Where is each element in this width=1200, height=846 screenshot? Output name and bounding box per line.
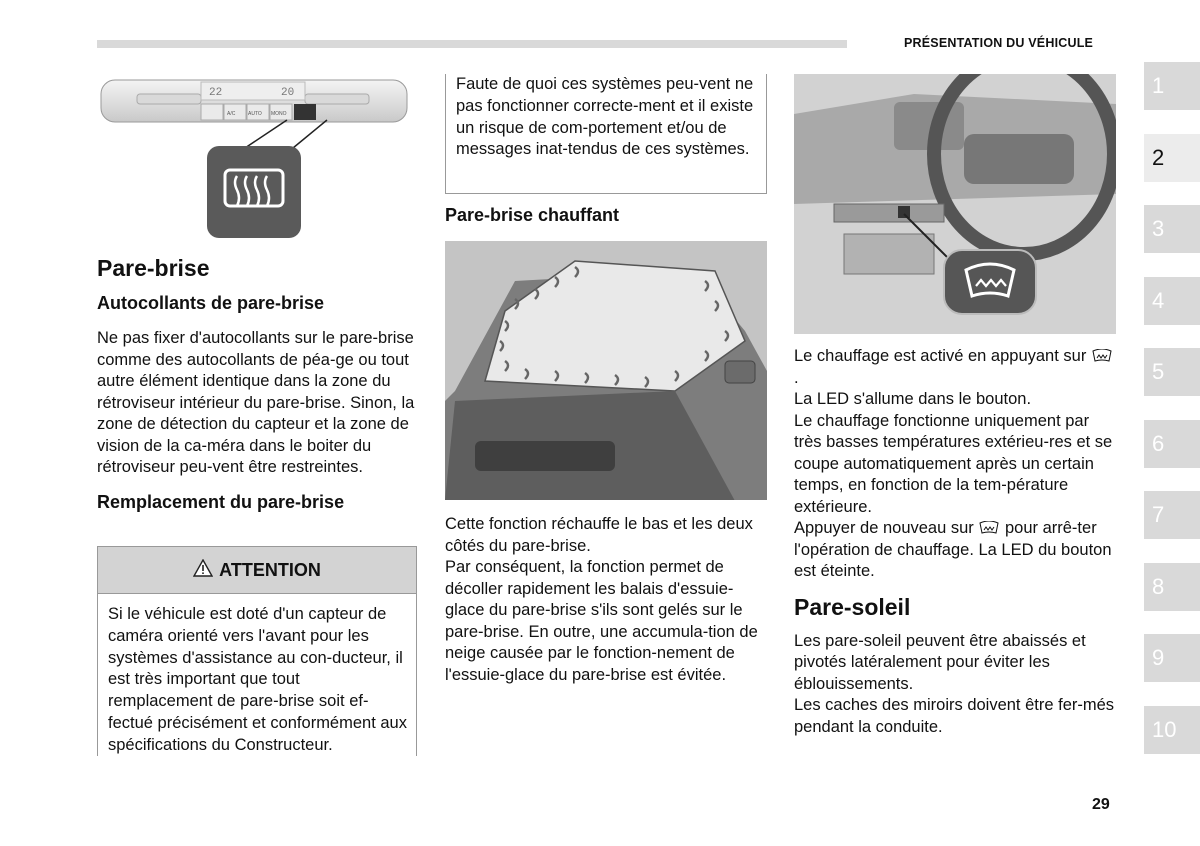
- tab-5[interactable]: 5: [1144, 348, 1200, 396]
- mid-heading-wrap: [445, 204, 767, 226]
- stickers-text: Ne pas fixer d'autocollants sur le pare-brise comme des autocollants de péa-ge ou tout autre élément identique dans la zone du rétroviseur intérieur du pare-brise. Sinon, la zone de détection du capteur et la zone de vision de la ca-méra dans le boiter du rétroviseur peu-vent être restreintes.: [97, 329, 415, 476]
- windshield-heat-icon: [978, 520, 1000, 534]
- attention-text: Si le véhicule est doté d'un capteur de caméra orienté vers l'avant pour les systèmes d'assistance au con-ducteur, il est très important que tout remplacement de pare-brise soit ef-fectué précisément et conformément aux spécifications du Constructeur.: [108, 605, 407, 754]
- continued-warning-text: Faute de quoi ces systèmes peu-vent ne pas fonctionner correcte-ment et il existe un risque de com-portement et/ou de messages inat-tendus de ces systèmes.: [456, 75, 754, 159]
- activation-text-b: .: [794, 368, 799, 387]
- stop-text-a: Appuyer de nouveau sur: [794, 519, 974, 537]
- climate-panel-illustration: [97, 74, 419, 240]
- chapter-tabs: [1144, 62, 1200, 777]
- tab-1[interactable]: 1: [1144, 62, 1200, 110]
- tab-10[interactable]: 10: [1144, 706, 1200, 754]
- attention-label: ATTENTION: [219, 559, 321, 580]
- ac-label: A/C: [227, 111, 236, 117]
- dashboard-drawing: [794, 74, 1116, 334]
- van-drawing: [445, 241, 767, 500]
- heading-windshield: Pare-brise: [97, 255, 210, 281]
- tab-7[interactable]: 7: [1144, 491, 1200, 539]
- van-windshield-illustration: [445, 241, 767, 500]
- heading-sun-visor: Pare-soleil: [794, 593, 911, 620]
- heated-text-2: Par conséquent, la fonction permet de décoller rapidement les balais d'essuie-glace du pare-brise s'ils sont gelés sur le pare-brise. En outre, une accumula-tion de neige causée par le fonction-nement de l'essuie-glace du pare-brise est évitée.: [445, 558, 758, 684]
- page-number: 29: [1092, 796, 1110, 813]
- temp-left: 22: [209, 87, 223, 99]
- sunvisor-text-1: Les pare-soleil peuvent être abaissés et pivotés latéralement pour éviter les éblouissements.: [794, 631, 1086, 693]
- tab-6[interactable]: 6: [1144, 420, 1200, 468]
- subheading-replacement: Remplacement du pare-brise: [97, 491, 345, 512]
- section-title: PRÉSENTATION DU VÉHICULE: [904, 36, 1094, 50]
- subheading-stickers: Autocollants de pare-brise: [97, 293, 325, 313]
- right-column: [794, 346, 1116, 738]
- tab-4[interactable]: 4: [1144, 277, 1200, 325]
- tab-8[interactable]: 8: [1144, 563, 1200, 611]
- mid-column-text: [445, 514, 767, 686]
- header-rule: [97, 40, 847, 48]
- tab-2[interactable]: 2: [1144, 134, 1200, 182]
- climate-panel-drawing: [97, 74, 419, 240]
- dashboard-illustration: [794, 74, 1116, 334]
- heated-text-1: Cette fonction réchauffe le bas et les deux côtés du pare-brise.: [445, 515, 753, 555]
- attention-header: [98, 547, 416, 594]
- tab-3[interactable]: 3: [1144, 205, 1200, 253]
- temp-right: 20: [281, 87, 295, 99]
- tab-9[interactable]: 9: [1144, 634, 1200, 682]
- activation-text-a: Le chauffage est activé en appuyant sur: [794, 347, 1087, 365]
- activation-text: [794, 346, 1116, 389]
- led-on-text: La LED s'allume dans le bouton.: [794, 390, 1032, 408]
- auto-label: AUTO: [248, 111, 262, 117]
- windshield-heat-icon: [1091, 348, 1113, 362]
- subheading-heated-windshield: Pare-brise chauffant: [445, 205, 620, 225]
- attention-box: [97, 546, 417, 756]
- stop-text: [794, 518, 1116, 583]
- operation-text: Le chauffage fonctionne uniquement par très basses températures extérieu-res et se coupe automatiquement après un certain temps, en fonction de la tem-pérature extérieure.: [794, 411, 1113, 516]
- left-column: [97, 254, 419, 513]
- mono-label: MONO: [271, 111, 287, 117]
- sunvisor-text-2: Les caches des miroirs doivent être fer-més pendant la conduite.: [794, 696, 1115, 736]
- stop-text-b: pour arrê-ter l'opération de chauffage. La LED du bouton est éteinte.: [794, 519, 1112, 580]
- warning-triangle-icon: [193, 559, 213, 582]
- continued-warning-box: [445, 74, 767, 194]
